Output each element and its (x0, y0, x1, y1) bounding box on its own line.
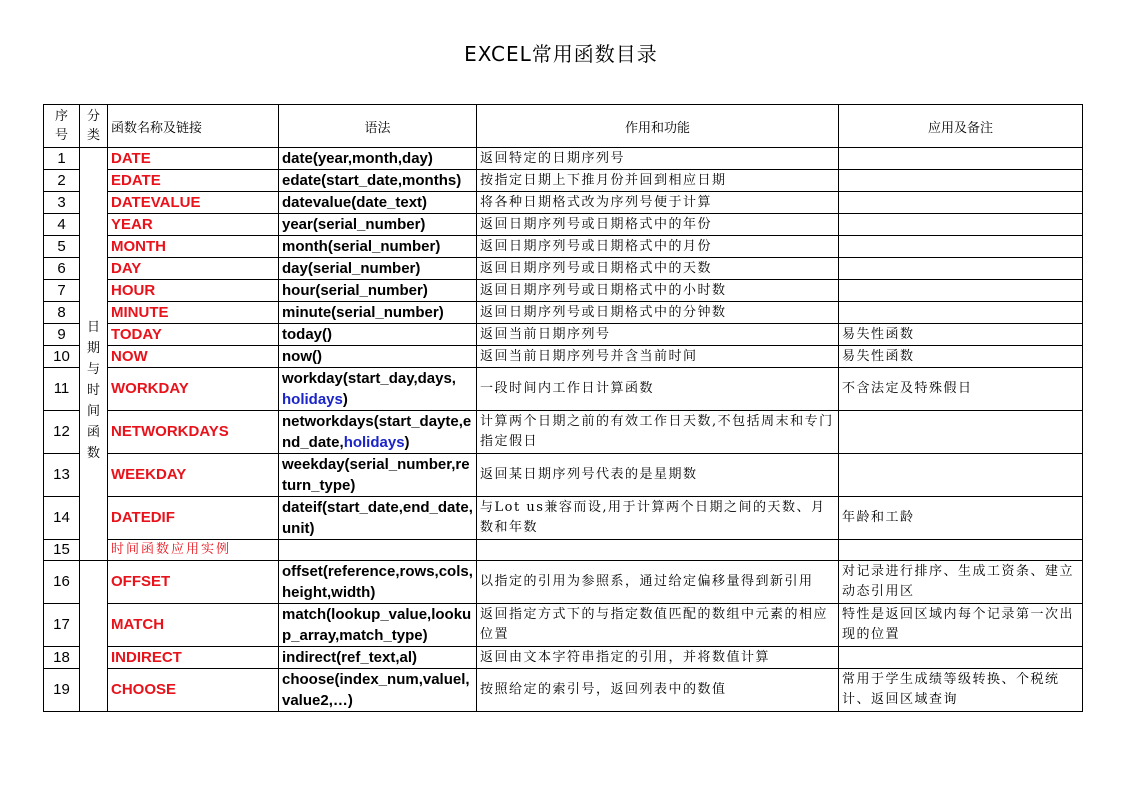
syntax-text: minute(serial_number) (282, 304, 444, 321)
table-row (44, 192, 1083, 214)
function-name-link[interactable]: TODAY (108, 324, 279, 346)
function-notes (839, 170, 1083, 192)
function-notes: 特性是返回区域内每个记录第一次出现的位置 (839, 604, 1083, 647)
table-row (44, 604, 1083, 647)
function-syntax (279, 540, 477, 561)
function-name-link[interactable]: 时间函数应用实例 (108, 540, 279, 561)
syntax-text: weekday(serial_number,return_type) (282, 456, 470, 494)
header-text: 序号 (55, 109, 69, 143)
function-description: 返回日期序列号或日期格式中的天数 (477, 258, 839, 280)
syntax-text: datevalue(date_text) (282, 194, 428, 211)
function-description (477, 540, 839, 561)
function-name-link[interactable]: DAY (108, 258, 279, 280)
header-category (80, 105, 108, 148)
syntax-text: networkdays(start_dayte,end_date, (282, 413, 472, 451)
table-row (44, 214, 1083, 236)
category-label: 日期与时间函数 (87, 319, 101, 461)
function-syntax (279, 346, 477, 368)
function-description: 返回由文本字符串指定的引用，并将数值计算 (477, 647, 839, 669)
function-name-link[interactable]: MATCH (108, 604, 279, 647)
function-description: 将各种日期格式改为序列号便于计算 (477, 192, 839, 214)
function-syntax (279, 454, 477, 497)
header-index (44, 105, 80, 148)
function-notes: 易失性函数 (839, 346, 1083, 368)
function-description: 返回当前日期序列号并含当前时间 (477, 346, 839, 368)
function-syntax (279, 411, 477, 454)
function-description: 以指定的引用为参照系，通过给定偏移量得到新引用 (477, 561, 839, 604)
function-notes (839, 540, 1083, 561)
function-notes (839, 214, 1083, 236)
row-index: 19 (44, 669, 80, 712)
function-description: 按指定日期上下推月份并回到相应日期 (477, 170, 839, 192)
row-index: 4 (44, 214, 80, 236)
header-name: 函数名称及链接 (108, 105, 279, 148)
syntax-text: hour(serial_number) (282, 282, 428, 299)
function-name-link[interactable]: DATE (108, 148, 279, 170)
function-description: 返回当前日期序列号 (477, 324, 839, 346)
table-row (44, 302, 1083, 324)
row-index: 7 (44, 280, 80, 302)
function-name-link[interactable]: MONTH (108, 236, 279, 258)
function-syntax (279, 497, 477, 540)
syntax-text: edate(start_date,months) (282, 172, 462, 189)
header-function: 作用和功能 (477, 105, 839, 148)
function-syntax (279, 236, 477, 258)
syntax-text: offset(reference,rows,cols,height,width) (282, 563, 473, 601)
table-row (44, 647, 1083, 669)
function-description: 按照给定的索引号，返回列表中的数值 (477, 669, 839, 712)
function-notes (839, 236, 1083, 258)
function-description: 计算两个日期之前的有效工作日天数,不包括周末和专门指定假日 (477, 411, 839, 454)
table-row (44, 669, 1083, 712)
row-index: 16 (44, 561, 80, 604)
row-index: 9 (44, 324, 80, 346)
table-row (44, 148, 1083, 170)
syntax-tail: ) (404, 434, 410, 451)
function-syntax (279, 302, 477, 324)
row-index: 5 (44, 236, 80, 258)
row-index: 10 (44, 346, 80, 368)
syntax-text: year(serial_number) (282, 216, 426, 233)
row-index: 6 (44, 258, 80, 280)
row-index: 3 (44, 192, 80, 214)
table-row (44, 454, 1083, 497)
function-name-link[interactable]: YEAR (108, 214, 279, 236)
function-notes (839, 192, 1083, 214)
function-notes (839, 411, 1083, 454)
function-syntax (279, 192, 477, 214)
row-index: 17 (44, 604, 80, 647)
function-description: 返回指定方式下的与指定数值匹配的数组中元素的相应位置 (477, 604, 839, 647)
function-syntax (279, 214, 477, 236)
syntax-text: date(year,month,day) (282, 150, 433, 167)
function-name-link[interactable]: WORKDAY (108, 368, 279, 411)
syntax-tail: ) (342, 391, 348, 408)
category-date-time (80, 148, 108, 561)
function-description: 返回某日期序列号代表的是星期数 (477, 454, 839, 497)
row-index: 12 (44, 411, 80, 454)
function-description: 返回日期序列号或日期格式中的分钟数 (477, 302, 839, 324)
function-notes: 易失性函数 (839, 324, 1083, 346)
table-row (44, 497, 1083, 540)
table-row (44, 258, 1083, 280)
row-index: 14 (44, 497, 80, 540)
header-row (44, 105, 1083, 148)
function-name-link[interactable]: OFFSET (108, 561, 279, 604)
table-row (44, 411, 1083, 454)
function-description: 返回日期序列号或日期格式中的月份 (477, 236, 839, 258)
function-syntax (279, 561, 477, 604)
header-text: 分类 (87, 109, 101, 143)
function-name-link[interactable]: CHOOSE (108, 669, 279, 712)
function-name-link[interactable]: DATEDIF (108, 497, 279, 540)
syntax-text: workday(start_day,days, (282, 370, 456, 387)
syntax-text: indirect(ref_text,al) (282, 649, 418, 666)
function-syntax (279, 604, 477, 647)
header-syntax: 语法 (279, 105, 477, 148)
syntax-text: dateif(start_date,end_date,unit) (282, 499, 473, 537)
function-name-link[interactable]: MINUTE (108, 302, 279, 324)
syntax-text: choose(index_num,valuel,value2,…) (282, 671, 470, 709)
function-syntax (279, 258, 477, 280)
function-name-link[interactable]: NETWORKDAYS (108, 411, 279, 454)
row-index: 15 (44, 540, 80, 561)
row-index: 11 (44, 368, 80, 411)
row-index: 1 (44, 148, 80, 170)
function-description: 返回日期序列号或日期格式中的年份 (477, 214, 839, 236)
table-row (44, 561, 1083, 604)
syntax-text: day(serial_number) (282, 260, 421, 277)
function-notes (839, 258, 1083, 280)
function-description: 一段时间内工作日计算函数 (477, 368, 839, 411)
table-row (44, 170, 1083, 192)
table-row (44, 236, 1083, 258)
function-notes (839, 302, 1083, 324)
function-syntax (279, 148, 477, 170)
function-name-link[interactable]: EDATE (108, 170, 279, 192)
header-notes: 应用及备注 (839, 105, 1083, 148)
table-row (44, 346, 1083, 368)
function-notes: 不含法定及特殊假日 (839, 368, 1083, 411)
syntax-text: today() (282, 326, 332, 343)
function-syntax (279, 647, 477, 669)
function-notes: 年龄和工龄 (839, 497, 1083, 540)
syntax-text: now() (282, 348, 322, 365)
row-index: 8 (44, 302, 80, 324)
function-notes: 常用于学生成绩等级转换、个税统计、返回区域查询 (839, 669, 1083, 712)
document-title: EXCEL常用函数目录 (464, 42, 658, 66)
category-lookup (80, 561, 108, 712)
function-description: 与Lot us兼容而设,用于计算两个日期之间的天数、月数和年数 (477, 497, 839, 540)
function-syntax (279, 170, 477, 192)
function-name-link[interactable]: HOUR (108, 280, 279, 302)
function-table (43, 104, 1083, 712)
row-index: 18 (44, 647, 80, 669)
syntax-text: match(lookup_value,lookup_array,match_type) (282, 606, 472, 644)
function-name-link[interactable]: NOW (108, 346, 279, 368)
syntax-optional-arg: holidays (343, 434, 405, 451)
function-notes (839, 280, 1083, 302)
row-index: 13 (44, 454, 80, 497)
function-name-link[interactable]: INDIRECT (108, 647, 279, 669)
function-syntax (279, 669, 477, 712)
function-description: 返回日期序列号或日期格式中的小时数 (477, 280, 839, 302)
syntax-text: month(serial_number) (282, 238, 441, 255)
syntax-optional-arg: holidays (282, 391, 343, 408)
function-syntax (279, 280, 477, 302)
function-name-link[interactable]: WEEKDAY (108, 454, 279, 497)
function-syntax (279, 368, 477, 411)
table-row (44, 368, 1083, 411)
table-row (44, 540, 1083, 561)
function-notes (839, 647, 1083, 669)
function-description: 返回特定的日期序列号 (477, 148, 839, 170)
function-syntax (279, 324, 477, 346)
row-index: 2 (44, 170, 80, 192)
table-row (44, 280, 1083, 302)
function-notes (839, 148, 1083, 170)
function-notes: 对记录进行排序、生成工资条、建立动态引用区 (839, 561, 1083, 604)
function-name-link[interactable]: DATEVALUE (108, 192, 279, 214)
table-row (44, 324, 1083, 346)
function-notes (839, 454, 1083, 497)
